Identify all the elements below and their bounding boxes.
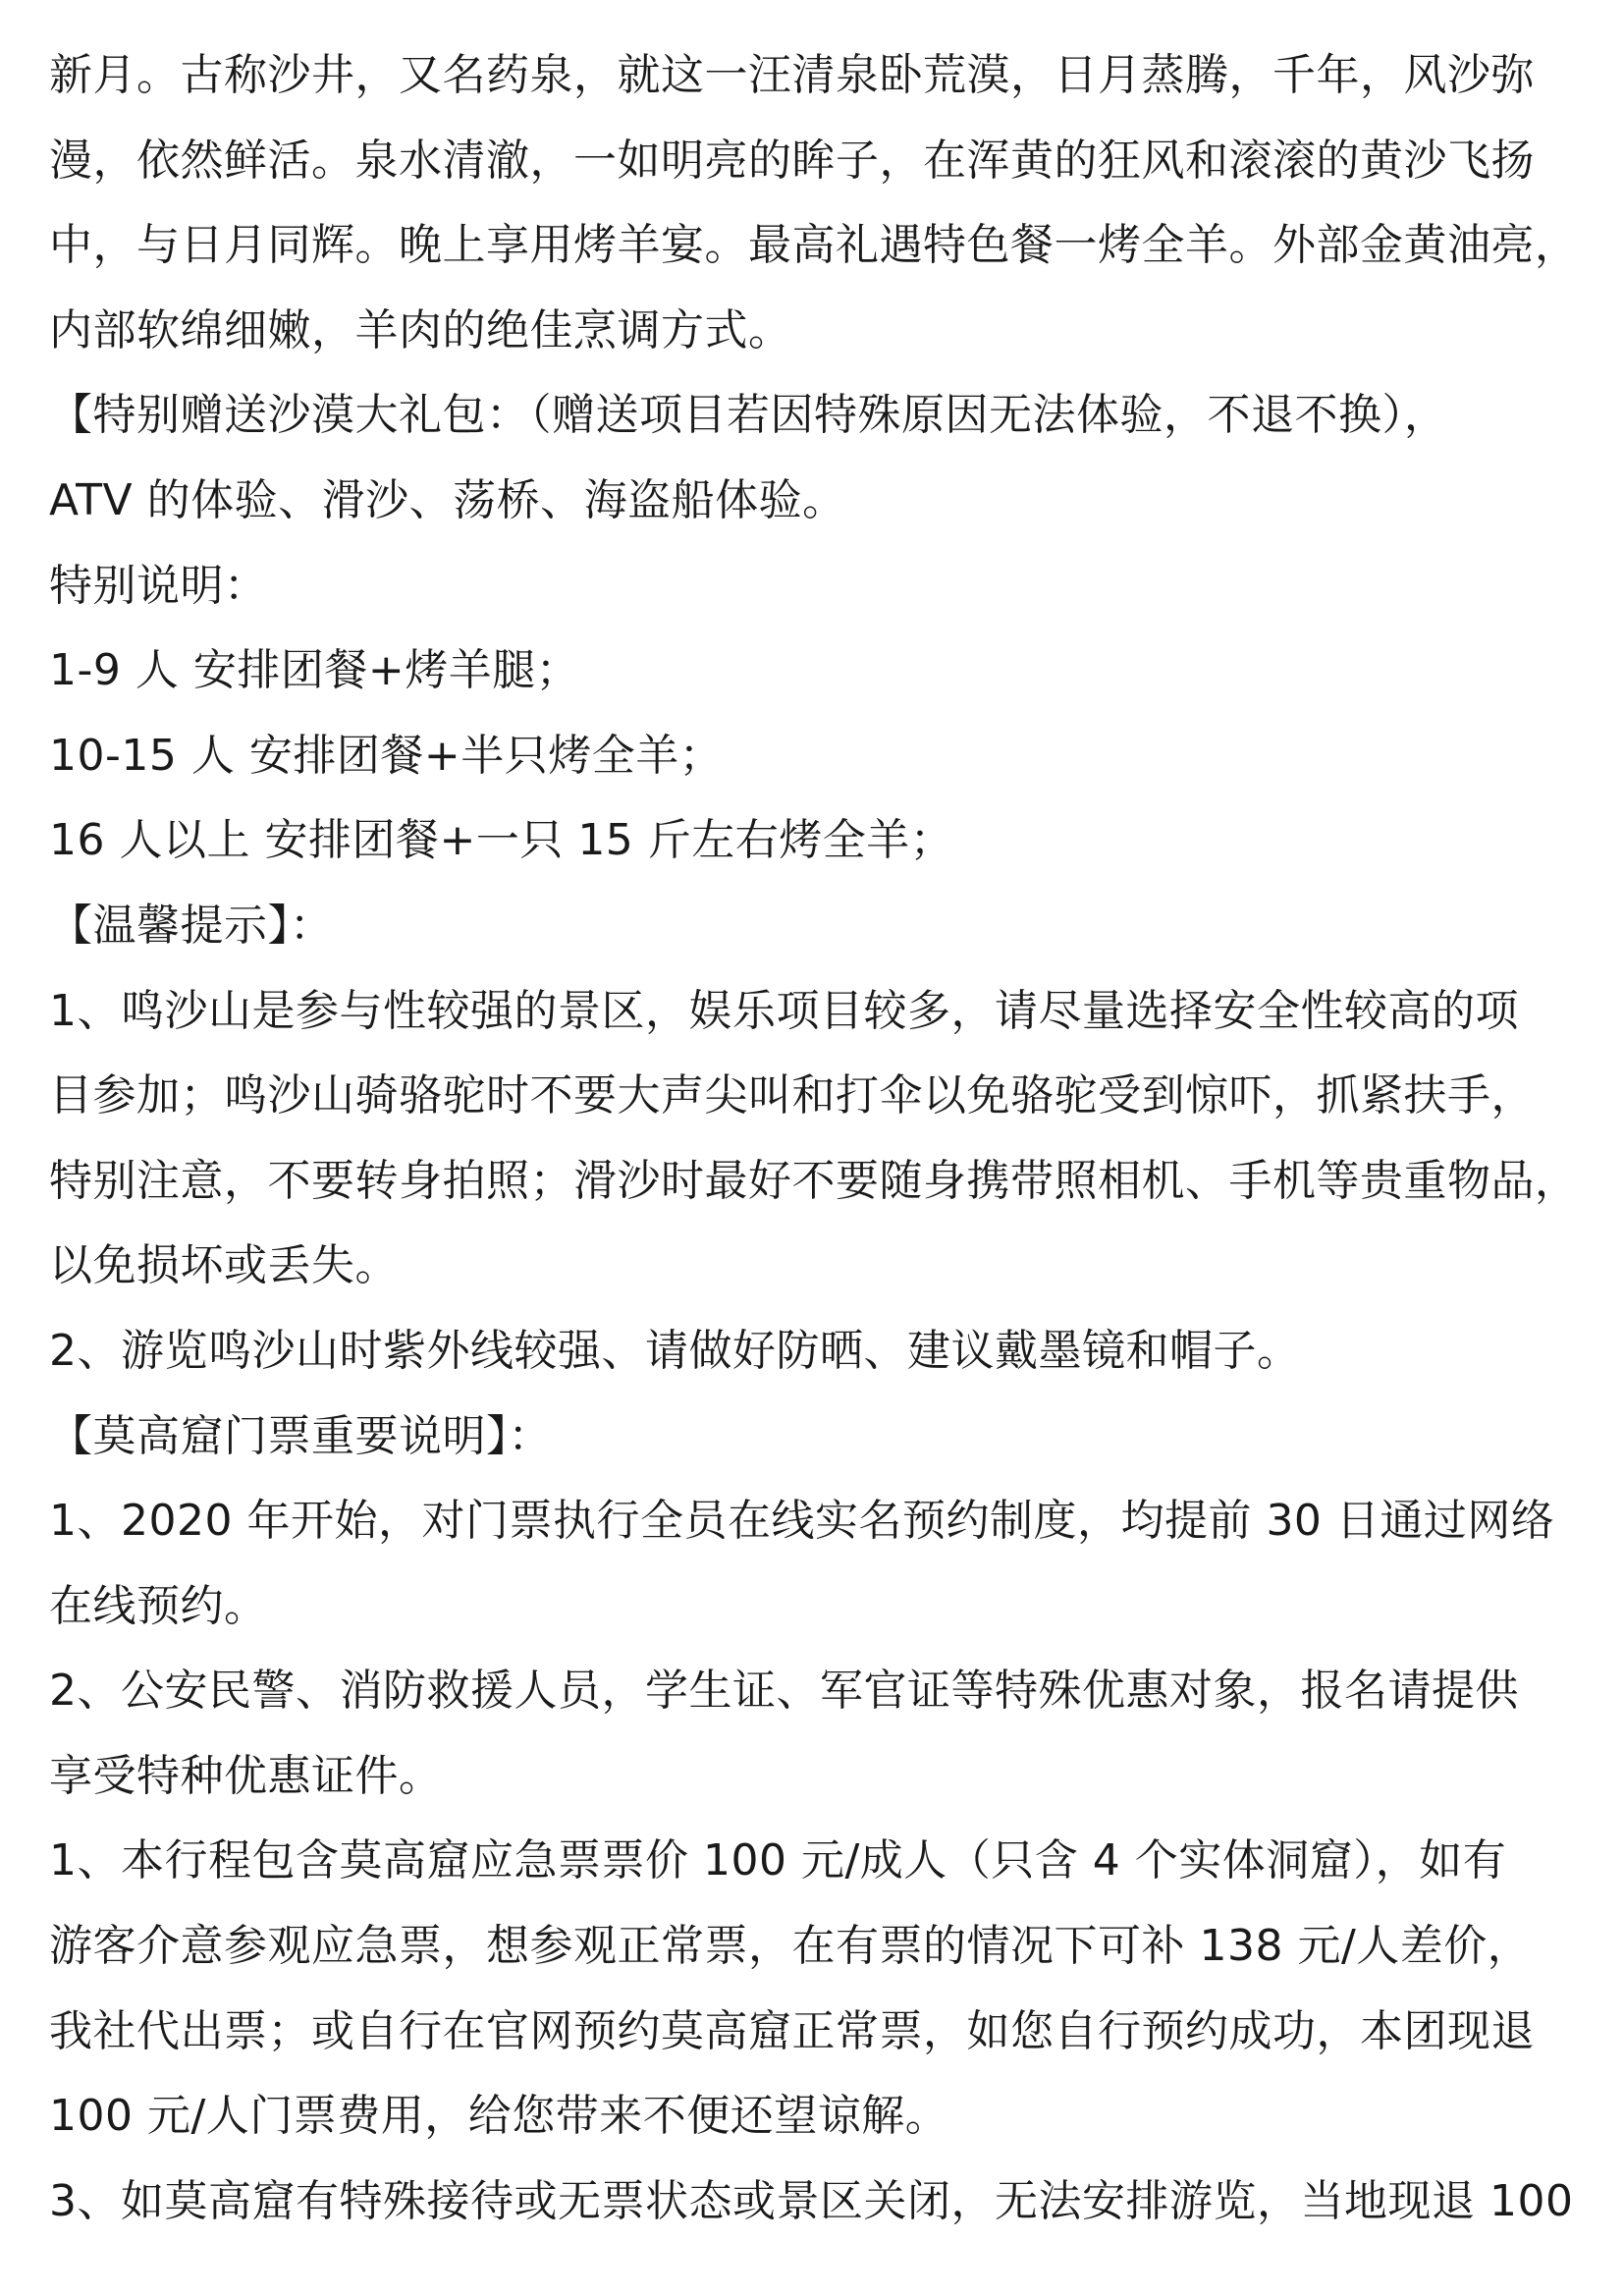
gift-package-heading: 【特别赠送沙漠大礼包：（赠送项目若因特殊原因无法体验，不退不换）， bbox=[49, 390, 1448, 441]
text-line: 3、如莫高窟有特殊接待或无票状态或景区关闭，无法安排游览，当地现退 100 bbox=[49, 2175, 1574, 2226]
text-line: 在线预约。 bbox=[49, 1580, 268, 1631]
meal-arrangement-item: 16 人以上 安排团餐+一只 15 斤左右烤全羊； bbox=[49, 815, 954, 866]
text-line: 我社代出票；或自行在官网预约莫高窟正常票，如您自行预约成功，本团现退 bbox=[49, 2005, 1535, 2056]
text-line: 中，与日月同辉。晚上享用烤羊宴。最高礼遇特色餐一烤全羊。外部金黄油亮， bbox=[49, 220, 1579, 271]
text-line: 享受特种优惠证件。 bbox=[49, 1750, 443, 1801]
text-line: 目参加；鸣沙山骑骆驼时不要大声尖叫和打伞以免骆驼受到惊吓，抓紧扶手， bbox=[49, 1070, 1535, 1121]
text-line: 1、2020 年开始，对门票执行全员在线实名预约制度，均提前 30 日通过网络 bbox=[49, 1496, 1555, 1547]
text-line: 新月。古称沙井，又名药泉，就这一汪清泉卧荒漠，日月蒸腾，千年，风沙弥 bbox=[49, 50, 1535, 100]
warm-tips-heading: 【温馨提示】： bbox=[49, 900, 334, 951]
text-line: 2、公安民警、消防救援人员，学生证、军官证等特殊优惠对象，报名请提供 bbox=[49, 1666, 1519, 1717]
text-line: 游客介意参观应急票，想参观正常票，在有票的情况下可补 138 元/人差价， bbox=[49, 1921, 1532, 1972]
text-line: 漫，依然鲜活。泉水清澈，一如明亮的眸子，在浑黄的狂风和滚滚的黄沙飞扬 bbox=[49, 135, 1535, 186]
text-line: 1、本行程包含莫高窟应急票票价 100 元/成人（只含 4 个实体洞窟），如有 bbox=[49, 1835, 1507, 1886]
text-line: 1、鸣沙山是参与性较强的景区，娱乐项目较多，请尽量选择安全性较高的项 bbox=[49, 985, 1519, 1036]
text-line: 以免损坏或丢失。 bbox=[49, 1240, 399, 1291]
text-line: 2、游览鸣沙山时紫外线较强、请做好防晒、建议戴墨镜和帽子。 bbox=[49, 1325, 1301, 1376]
text-line: 特别注意，不要转身拍照；滑沙时最好不要随身携带照相机、手机等贵重物品， bbox=[49, 1155, 1579, 1206]
meal-arrangement-item: 1-9 人 安排团餐+烤羊腿； bbox=[49, 645, 580, 696]
mogao-ticket-heading: 【莫高窟门票重要说明】： bbox=[49, 1410, 552, 1461]
document-page bbox=[49, 33, 1581, 2244]
text-line: 100 元/人门票费用，给您带来不便还望谅解。 bbox=[49, 2091, 949, 2142]
text-line: 内部软绵细嫩，羊肉的绝佳烹调方式。 bbox=[49, 304, 792, 355]
meal-arrangement-item: 10-15 人 安排团餐+半只烤全羊； bbox=[49, 730, 724, 781]
special-notes-heading: 特别说明： bbox=[49, 560, 268, 611]
text-line: ATV 的体验、滑沙、荡桥、海盗船体验。 bbox=[49, 474, 846, 525]
